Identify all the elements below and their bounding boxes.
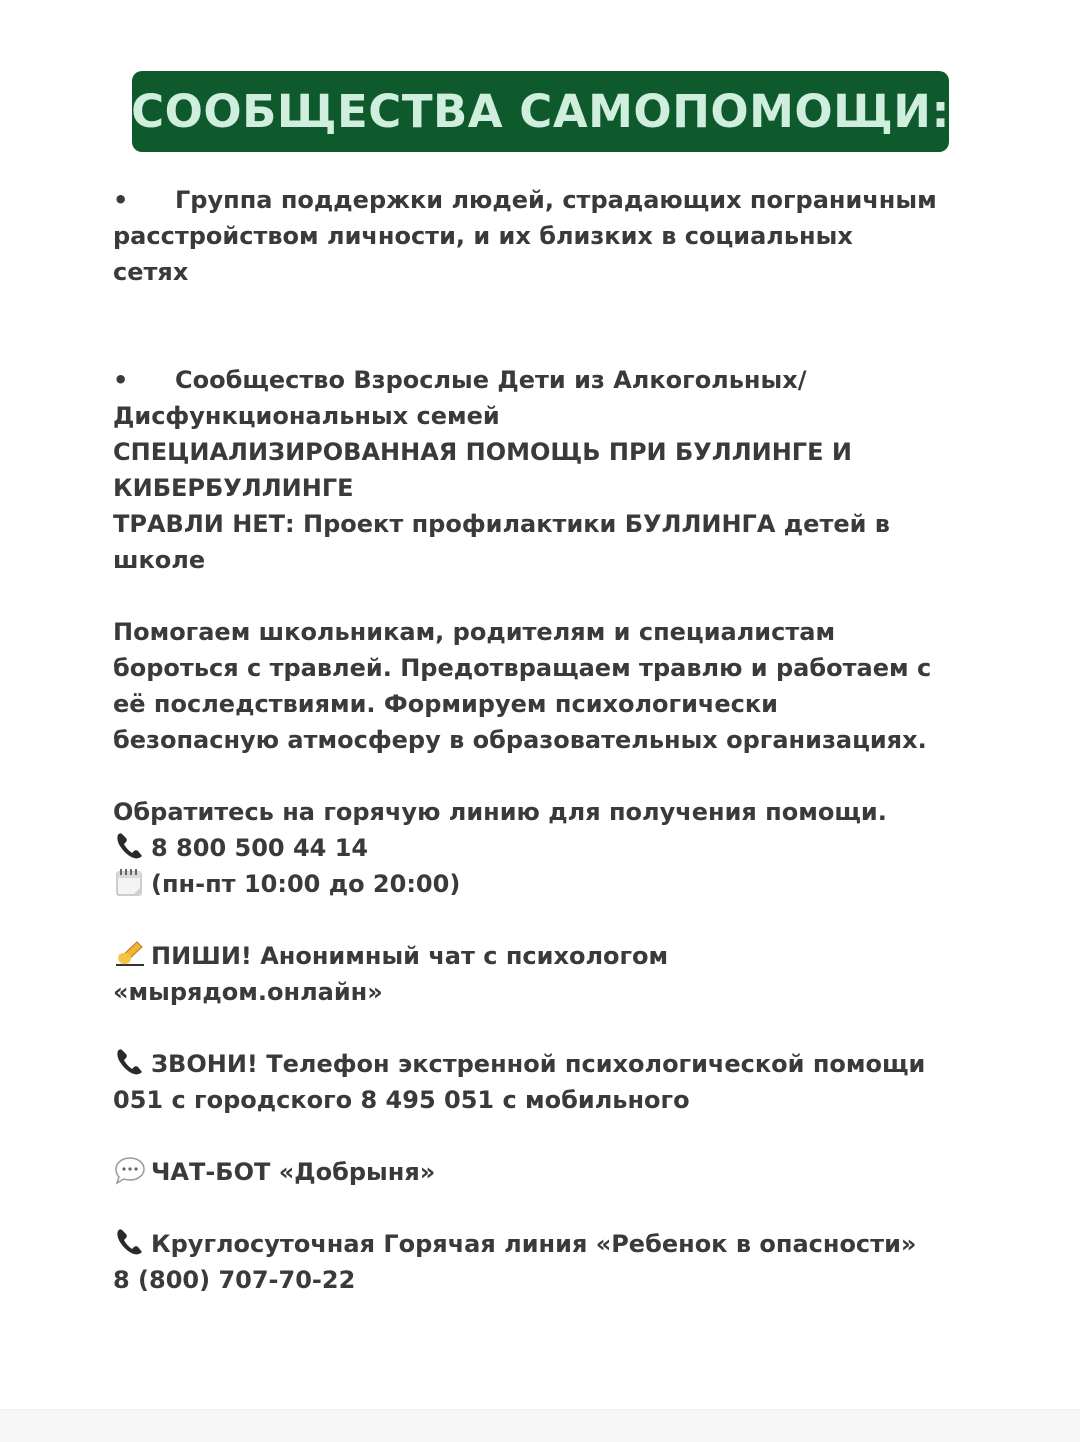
- write-chat-text: ПИШИ! Анонимный чат с психологом: [151, 942, 669, 970]
- telephone-receiver-icon: [113, 831, 147, 861]
- hotline-intro: Обратитесь на горячую линию для получения помощи.: [113, 798, 887, 826]
- project-text: ТРАВЛИ НЕТ: Проект профилактики БУЛЛИНГА детей в: [113, 510, 890, 538]
- spacer: [113, 1190, 993, 1226]
- telephone-receiver-icon: [113, 1047, 147, 1077]
- bullet-marker: •: [113, 366, 129, 394]
- hotline-phone[interactable]: 8 800 500 44 14: [151, 834, 369, 862]
- call-numbers[interactable]: 051 с городского 8 495 051 с мобильного: [113, 1086, 690, 1114]
- telephone-receiver-icon: [113, 1227, 147, 1257]
- call-text: ЗВОНИ! Телефон экстренной психологической помощи: [151, 1050, 926, 1078]
- write-chat-line: [113, 938, 993, 974]
- chatbot-line: [113, 1154, 993, 1190]
- child-hotline-text: Круглосуточная Горячая линия «Ребенок в опасности»: [151, 1230, 917, 1258]
- calendar-icon: [113, 867, 147, 897]
- bullet-marker: •: [113, 186, 129, 214]
- spacer: [113, 1118, 993, 1154]
- write-chat-link[interactable]: «мырядом.онлайн»: [113, 978, 383, 1006]
- spacer: [113, 1010, 993, 1046]
- child-hotline-line: [113, 1226, 993, 1262]
- hotline-hours-line: [113, 866, 993, 902]
- call-line: [113, 1046, 993, 1082]
- spacer: [113, 758, 993, 794]
- page-title: СООБЩЕСТВА САМОПОМОЩИ:: [131, 85, 950, 138]
- spacer: [113, 902, 993, 938]
- spacer: [113, 290, 993, 362]
- writing-hand-icon: [113, 939, 147, 969]
- bullet-text: Группа поддержки людей, страдающих пограничным: [175, 186, 937, 214]
- bullet-item-line: [113, 362, 993, 398]
- bullet-item-line: сетях: [113, 258, 189, 286]
- bullet-item-line: Дисфункциональных семей: [113, 402, 500, 430]
- description-text: безопасную атмосферу в образовательных организациях.: [113, 726, 927, 754]
- bullet-item-line: расстройством личности, и их близких в социальных: [113, 222, 853, 250]
- bullet-item-line: [113, 182, 993, 218]
- description-text: Помогаем школьникам, родителям и специалистам: [113, 618, 836, 646]
- section-heading: КИБЕРБУЛЛИНГЕ: [113, 474, 354, 502]
- spacer: [113, 578, 993, 614]
- bullet-text: Сообщество Взрослые Дети из Алкогольных/: [175, 366, 807, 394]
- hotline-hours: (пн-пт 10:00 до 20:00): [151, 870, 461, 898]
- bottom-bar: [0, 1409, 1080, 1442]
- project-text: школе: [113, 546, 206, 574]
- title-banner: [132, 71, 949, 152]
- content: [113, 182, 993, 1298]
- description-text: бороться с травлей. Предотвращаем травлю и работаем с: [113, 654, 932, 682]
- child-hotline-phone[interactable]: 8 (800) 707-70-22: [113, 1266, 356, 1294]
- description-text: её последствиями. Формируем психологически: [113, 690, 778, 718]
- speech-bubble-icon: [113, 1155, 147, 1185]
- hotline-phone-line: [113, 830, 993, 866]
- chatbot-text[interactable]: ЧАТ-БОТ «Добрыня»: [151, 1158, 436, 1186]
- section-heading: СПЕЦИАЛИЗИРОВАННАЯ ПОМОЩЬ ПРИ БУЛЛИНГЕ И: [113, 438, 852, 466]
